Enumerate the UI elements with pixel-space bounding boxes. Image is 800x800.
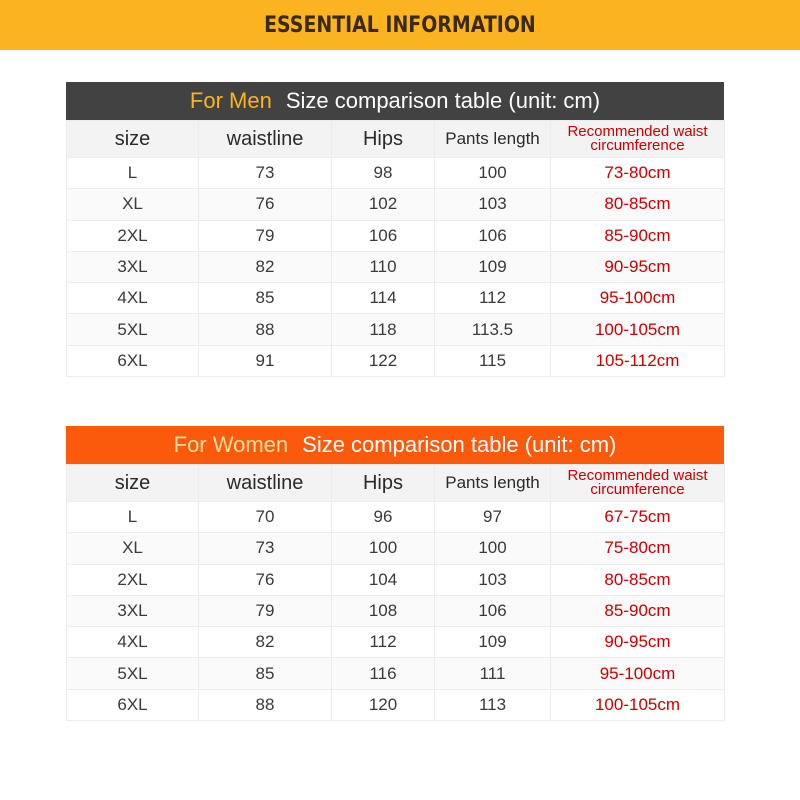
pants-length-cell: 97 xyxy=(435,502,551,533)
size-cell: XL xyxy=(67,533,199,564)
recommended-cell: 95-100cm xyxy=(551,283,725,314)
table-row xyxy=(67,658,725,689)
recommended-cell: 105-112cm xyxy=(551,345,725,376)
table-row xyxy=(67,564,725,595)
size-cell: 2XL xyxy=(67,564,199,595)
hips-cell: 120 xyxy=(332,689,435,720)
pants-length-cell: 103 xyxy=(435,189,551,220)
hips-cell: 100 xyxy=(332,533,435,564)
hips-cell: 104 xyxy=(332,564,435,595)
hips-cell: 96 xyxy=(332,502,435,533)
recommended-header-line1: Recommended waist xyxy=(567,467,708,484)
pants-length-cell: 111 xyxy=(435,658,551,689)
pants-length-cell: 115 xyxy=(435,345,551,376)
women-size-section xyxy=(66,426,724,721)
men-size-table xyxy=(66,120,725,377)
hips-cell: 118 xyxy=(332,314,435,345)
men-section-header xyxy=(66,82,724,120)
waistline-cell: 76 xyxy=(199,189,332,220)
banner-title: ESSENTIAL INFORMATION xyxy=(264,12,536,38)
pants-length-cell: 106 xyxy=(435,220,551,251)
table-header-row xyxy=(67,465,725,502)
recommended-header-line2: circumference xyxy=(590,137,685,154)
col-pants-length-header: Pants length xyxy=(435,465,551,502)
pants-length-cell: 100 xyxy=(435,533,551,564)
women-section-header xyxy=(66,426,724,464)
table-row xyxy=(67,283,725,314)
men-label: For Men xyxy=(189,88,272,113)
table-row xyxy=(67,627,725,658)
size-cell: 2XL xyxy=(67,220,199,251)
hips-cell: 98 xyxy=(332,158,435,189)
col-waistline-header: waistline xyxy=(199,121,332,158)
col-pants-length-header: Pants length xyxy=(435,121,551,158)
table-row xyxy=(67,533,725,564)
table-row xyxy=(67,158,725,189)
hips-cell: 110 xyxy=(332,251,435,282)
size-cell: 5XL xyxy=(67,658,199,689)
women-label: For Women xyxy=(173,432,289,457)
waistline-cell: 85 xyxy=(199,283,332,314)
pants-length-cell: 109 xyxy=(435,251,551,282)
waistline-cell: 91 xyxy=(199,345,332,376)
size-cell: XL xyxy=(67,189,199,220)
waistline-cell: 82 xyxy=(199,251,332,282)
men-size-section xyxy=(66,82,724,377)
hips-cell: 108 xyxy=(332,595,435,626)
recommended-cell: 100-105cm xyxy=(551,314,725,345)
size-cell: 5XL xyxy=(67,314,199,345)
waistline-cell: 88 xyxy=(199,314,332,345)
pants-length-cell: 103 xyxy=(435,564,551,595)
table-row xyxy=(67,345,725,376)
hips-cell: 114 xyxy=(332,283,435,314)
hips-cell: 122 xyxy=(332,345,435,376)
hips-cell: 116 xyxy=(332,658,435,689)
table-row xyxy=(67,251,725,282)
recommended-cell: 75-80cm xyxy=(551,533,725,564)
waistline-cell: 82 xyxy=(199,627,332,658)
women-size-table xyxy=(66,464,725,721)
pants-length-cell: 112 xyxy=(435,283,551,314)
hips-cell: 102 xyxy=(332,189,435,220)
hips-cell: 112 xyxy=(332,627,435,658)
recommended-cell: 80-85cm xyxy=(551,564,725,595)
recommended-cell: 90-95cm xyxy=(551,251,725,282)
recommended-cell: 90-95cm xyxy=(551,627,725,658)
size-cell: 3XL xyxy=(67,595,199,626)
size-cell: 4XL xyxy=(67,283,199,314)
recommended-cell: 80-85cm xyxy=(551,189,725,220)
hips-cell: 106 xyxy=(332,220,435,251)
recommended-cell: 100-105cm xyxy=(551,689,725,720)
size-cell: 3XL xyxy=(67,251,199,282)
waistline-cell: 88 xyxy=(199,689,332,720)
size-cell: 6XL xyxy=(67,345,199,376)
recommended-header-line2: circumference xyxy=(590,481,685,498)
waistline-cell: 73 xyxy=(199,158,332,189)
recommended-cell: 85-90cm xyxy=(551,595,725,626)
waistline-cell: 85 xyxy=(199,658,332,689)
table-row xyxy=(67,220,725,251)
size-cell: L xyxy=(67,158,199,189)
info-banner xyxy=(0,0,800,50)
size-cell: 4XL xyxy=(67,627,199,658)
table-row xyxy=(67,689,725,720)
size-cell: L xyxy=(67,502,199,533)
waistline-cell: 79 xyxy=(199,220,332,251)
pants-length-cell: 113 xyxy=(435,689,551,720)
pants-length-cell: 109 xyxy=(435,627,551,658)
waistline-cell: 76 xyxy=(199,564,332,595)
col-recommended-header xyxy=(551,465,725,502)
table-row xyxy=(67,189,725,220)
size-cell: 6XL xyxy=(67,689,199,720)
col-hips-header: Hips xyxy=(332,465,435,502)
col-waistline-header: waistline xyxy=(199,465,332,502)
men-table-title: Size comparison table (unit: cm) xyxy=(285,88,601,113)
waistline-cell: 70 xyxy=(199,502,332,533)
waistline-cell: 73 xyxy=(199,533,332,564)
waistline-cell: 79 xyxy=(199,595,332,626)
col-size-header: size xyxy=(67,465,199,502)
col-hips-header: Hips xyxy=(332,121,435,158)
col-size-header: size xyxy=(67,121,199,158)
pants-length-cell: 113.5 xyxy=(435,314,551,345)
table-row xyxy=(67,314,725,345)
recommended-header-line1: Recommended waist xyxy=(567,123,708,140)
recommended-cell: 95-100cm xyxy=(551,658,725,689)
table-header-row xyxy=(67,121,725,158)
women-table-title: Size comparison table (unit: cm) xyxy=(302,432,617,457)
table-row xyxy=(67,502,725,533)
recommended-cell: 67-75cm xyxy=(551,502,725,533)
recommended-cell: 73-80cm xyxy=(551,158,725,189)
col-recommended-header xyxy=(551,121,725,158)
table-row xyxy=(67,595,725,626)
recommended-cell: 85-90cm xyxy=(551,220,725,251)
pants-length-cell: 100 xyxy=(435,158,551,189)
pants-length-cell: 106 xyxy=(435,595,551,626)
